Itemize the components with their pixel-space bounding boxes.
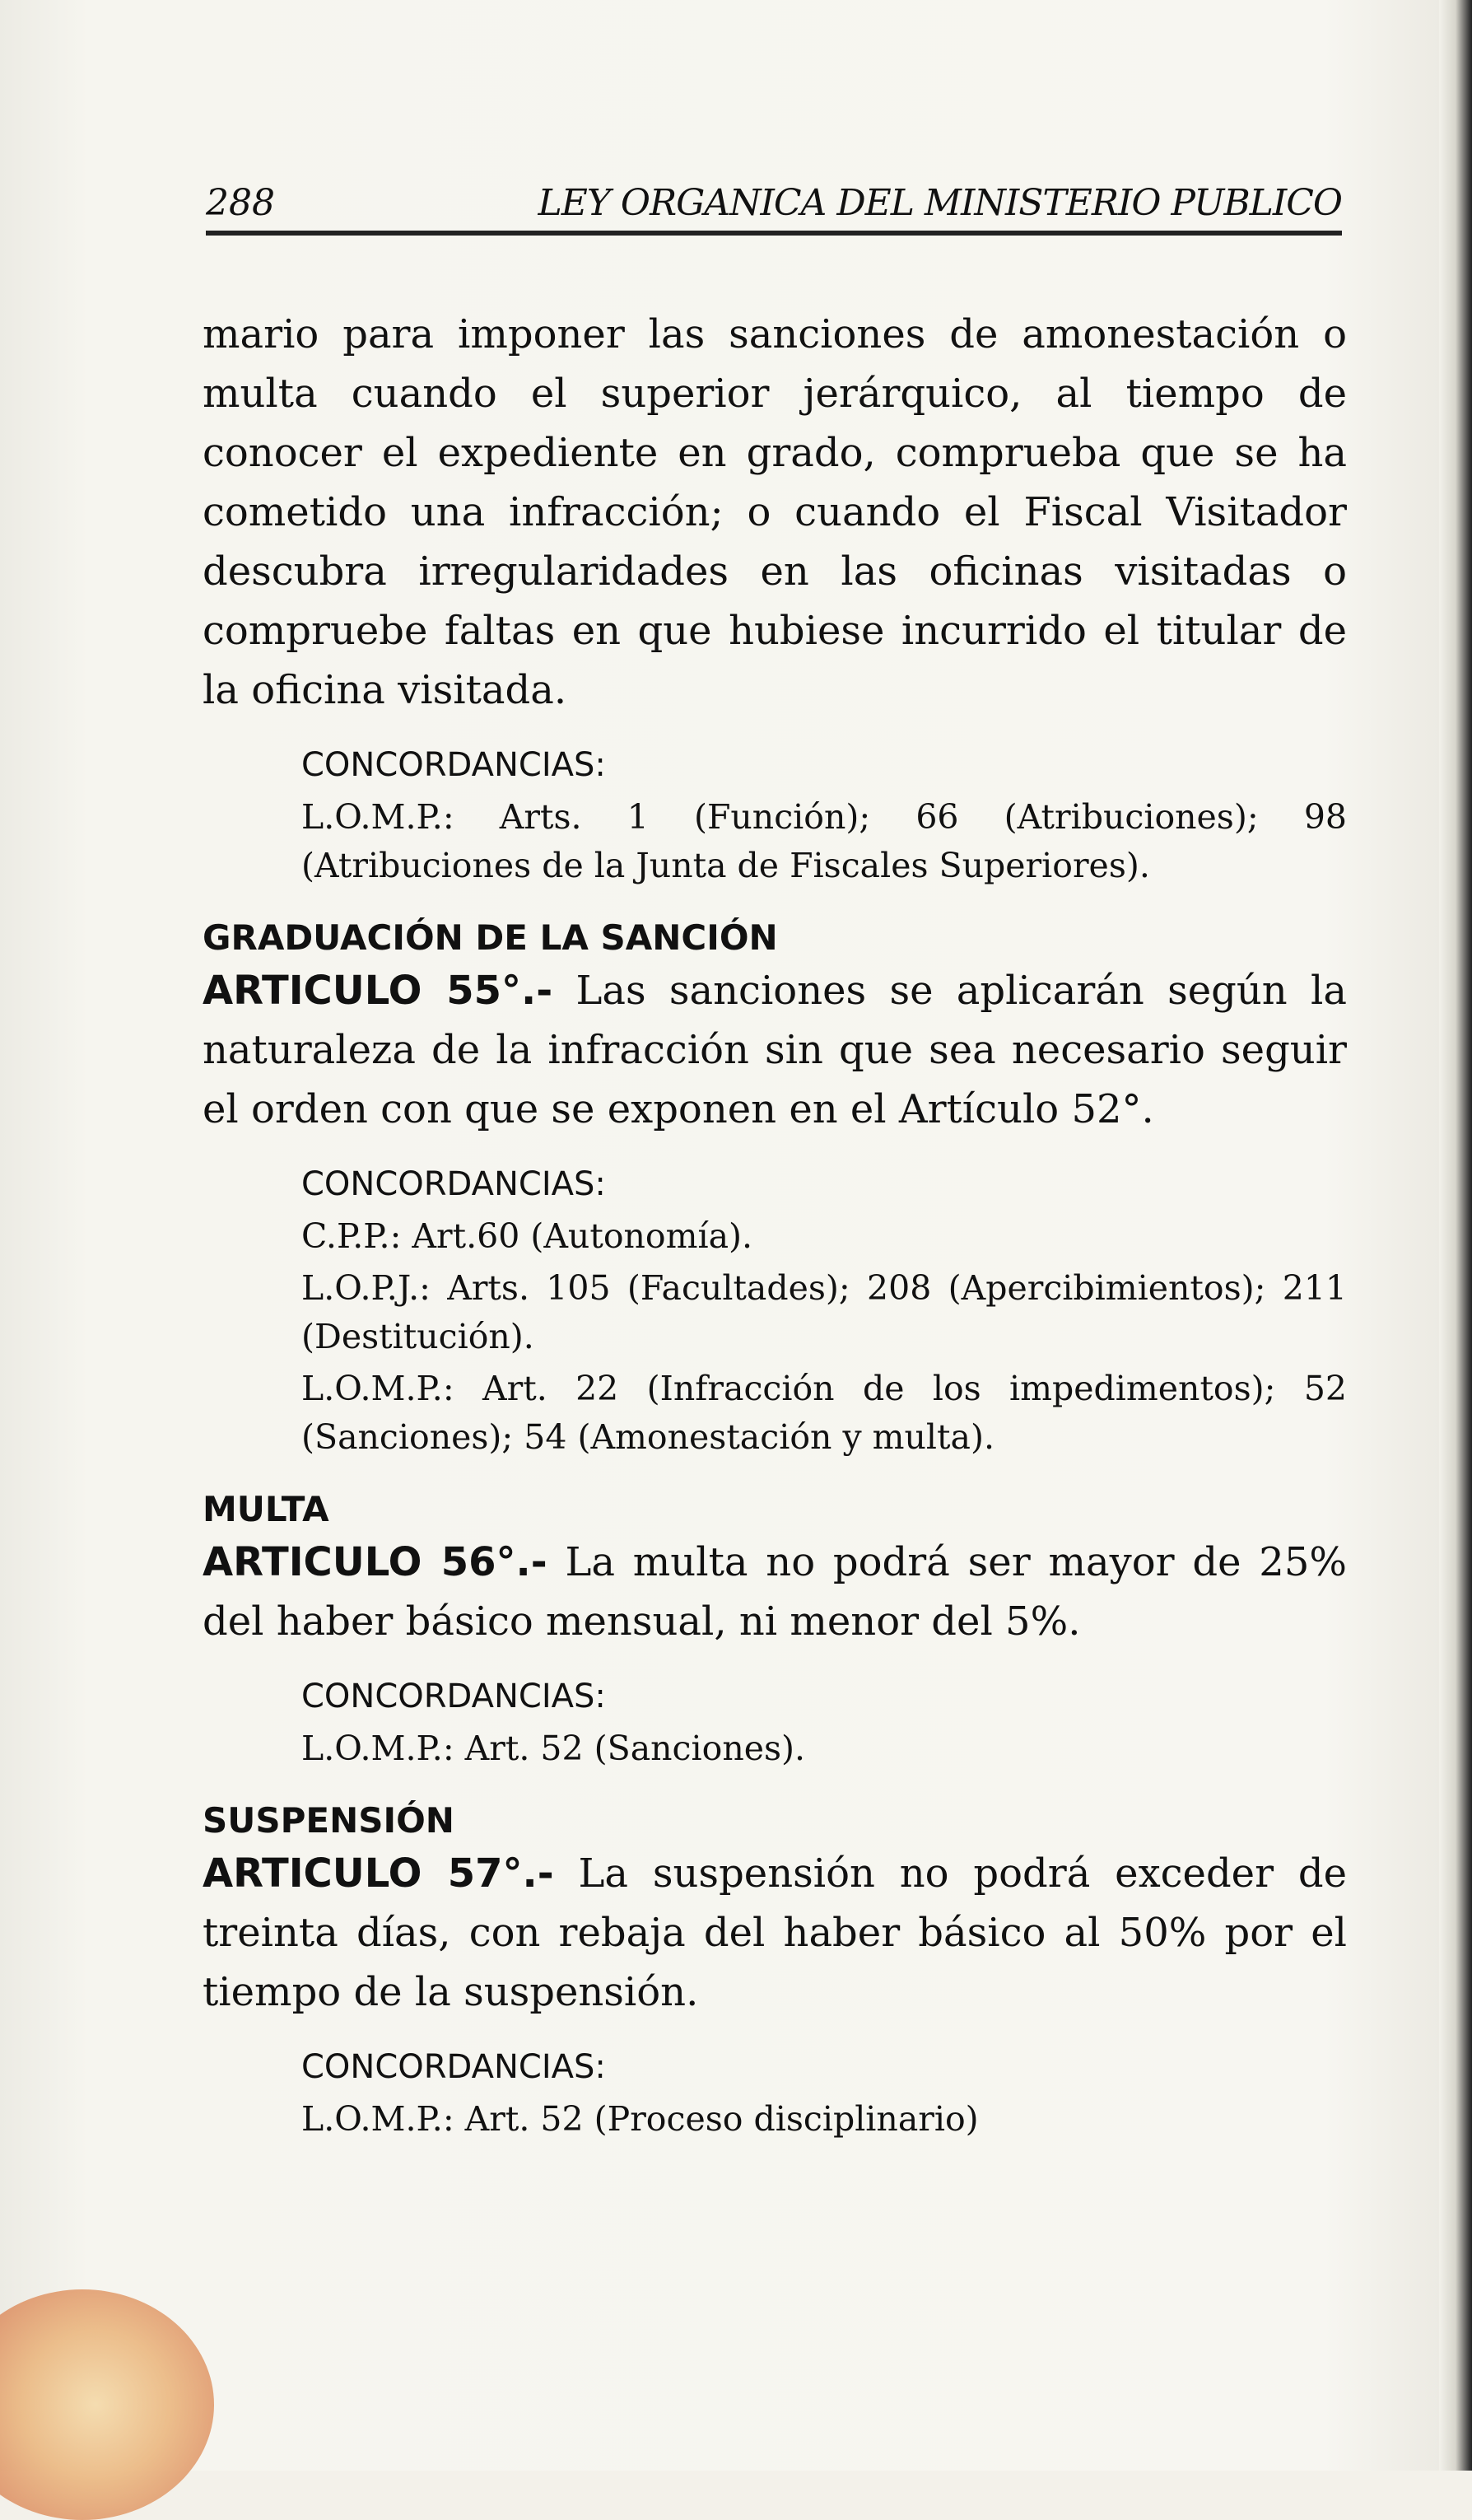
concordancias-title: CONCORDANCIAS: xyxy=(301,1678,606,1715)
art57-concordancias xyxy=(301,2043,1347,2144)
article-57 xyxy=(203,1844,1347,2022)
book-spine-edge xyxy=(1439,0,1472,2471)
art56-concordancias xyxy=(301,1673,1347,1773)
concordancias-title: CONCORDANCIAS: xyxy=(301,746,606,784)
stain-mark xyxy=(0,2289,214,2520)
article-text: La multa no podrá ser mayor de 25% del haber básico mensual, ni menor del 5%. xyxy=(203,1539,1347,1645)
section-heading-suspension: SUSPENSIÓN xyxy=(203,1800,454,1841)
running-title: LEY ORGANICA DEL MINISTERIO PUBLICO xyxy=(538,182,1342,224)
concordancia-item: L.O.P.J.: Arts. 105 (Facultades); 208 (Apercibimientos); 211 (Destitución). xyxy=(301,1268,1347,1356)
concordancias-title: CONCORDANCIAS: xyxy=(301,1165,606,1203)
article-label: ARTICULO 57°.- xyxy=(203,1850,554,1897)
article-55 xyxy=(203,961,1347,1139)
concordancia-item: L.O.M.P.: Art. 22 (Infracción de los impedimentos); 52 (Sanciones); 54 (Amonestación y multa). xyxy=(301,1369,1347,1457)
article-56 xyxy=(203,1533,1347,1651)
concordancia-item: L.O.M.P.: Arts. 1 (Función); 66 (Atribuciones); 98 (Atribuciones de la Junta de Fiscales Superiores). xyxy=(301,797,1347,885)
page-number: 288 xyxy=(206,182,275,224)
article-text: La suspensión no podrá exceder de treinta días, con rebaja del haber básico al 50% por el tiempo de la suspensión. xyxy=(203,1850,1348,2015)
section-heading-graduacion: GRADUACIÓN DE LA SANCIÓN xyxy=(203,917,778,958)
section-heading-multa: MULTA xyxy=(203,1489,329,1529)
page-content xyxy=(203,305,1347,2144)
concordancia-item: L.O.M.P.: Art. 52 (Sanciones). xyxy=(301,1729,806,1768)
intro-paragraph: mario para imponer las sanciones de amonestación o multa cuando el superior jerárquico, al tiempo de conocer el expediente en grado, comprueba que se ha cometido una infracción; o cuando el Fiscal Visitador descubra irregularidades en las oficinas visitadas o compruebe faltas en que hubiese incurrido el titular de la oficina visitada. xyxy=(203,311,1347,713)
article-label: ARTICULO 55°.- xyxy=(203,968,553,1014)
article-label: ARTICULO 56°.- xyxy=(203,1539,547,1585)
page-header xyxy=(206,173,1342,236)
intro-concordancias xyxy=(301,741,1347,890)
concordancias-title: CONCORDANCIAS: xyxy=(301,2048,606,2086)
art55-concordancias xyxy=(301,1160,1347,1462)
concordancia-item: L.O.M.P.: Art. 52 (Proceso disciplinario) xyxy=(301,2099,979,2139)
article-text: Las sanciones se aplicarán según la naturaleza de la infracción sin que sea necesario seguir el orden con que se exponen en el Artículo 52°. xyxy=(203,968,1347,1132)
concordancia-item: C.P.P.: Art.60 (Autonomía). xyxy=(301,1216,753,1256)
